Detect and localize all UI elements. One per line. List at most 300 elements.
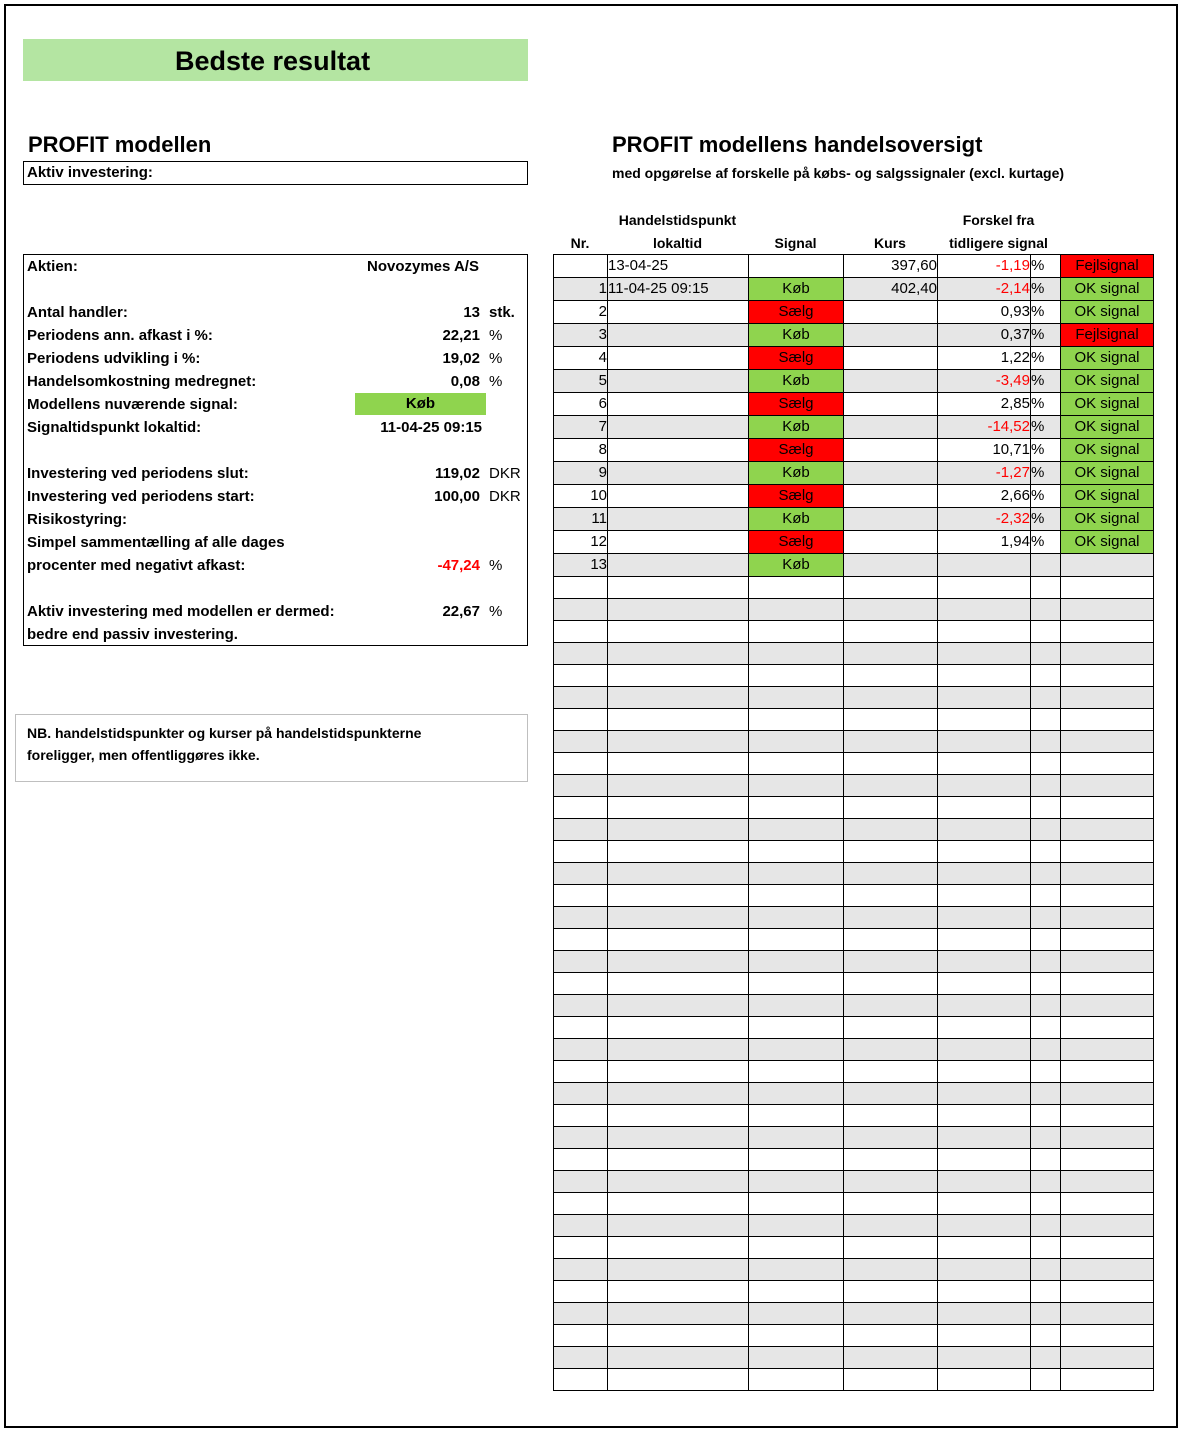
cell-diff: -2,14 [938,278,1031,301]
cell-nr [554,1347,608,1369]
cell-diff [938,1105,1031,1127]
cell-status [1061,665,1154,687]
table-row [554,973,1154,995]
cell-status [1061,1127,1154,1149]
cell-nr [554,1061,608,1083]
cell-diff [938,1347,1031,1369]
cell-time [608,1149,749,1171]
cell-time [608,643,749,665]
cell-kurs [844,995,938,1017]
cell-diff [938,554,1031,577]
table-row [554,995,1154,1017]
table-row [554,1237,1154,1259]
cell-status: OK signal [1061,393,1154,416]
cell-signal [749,1149,844,1171]
cell-signal: Køb [749,370,844,393]
cell-signal [749,621,844,643]
table-row [554,665,1154,687]
cell-time [608,599,749,621]
cell-status [1061,841,1154,863]
cell-signal [749,1039,844,1061]
cell-diff: -1,19 [938,255,1031,278]
cell-diff [938,731,1031,753]
cell-signal [749,863,844,885]
cell-diff [938,1083,1031,1105]
table-row [554,1215,1154,1237]
note-line-2: foreligger, men offentliggøres ikke. [27,747,260,763]
cell-pct [1031,885,1061,907]
cell-diff: 10,71 [938,439,1031,462]
cell-kurs [844,1017,938,1039]
omk-unit: % [489,373,503,390]
cell-pct: % [1031,531,1061,554]
cell-kurs [844,929,938,951]
cell-nr [554,1171,608,1193]
cell-kurs [844,554,938,577]
cell-pct [1031,1039,1061,1061]
cell-pct [1031,1149,1061,1171]
table-row [554,485,1154,508]
table-row [554,1171,1154,1193]
cell-kurs: 402,40 [844,278,938,301]
cell-nr [554,951,608,973]
cell-time [608,621,749,643]
cell-kurs [844,1171,938,1193]
cell-kurs [844,841,938,863]
table-row [554,1017,1154,1039]
cell-time: 13-04-25 [608,255,749,278]
ann-value: 22,21 [442,327,480,344]
cell-time [608,1237,749,1259]
cell-time [608,1259,749,1281]
cell-pct [1031,643,1061,665]
table-row [554,599,1154,621]
cell-diff: -1,27 [938,462,1031,485]
cell-pct [1031,731,1061,753]
cell-time [608,775,749,797]
cell-time [608,709,749,731]
table-row [554,951,1154,973]
cell-signal [749,665,844,687]
cell-time [608,1171,749,1193]
active-investment-label: Aktiv investering: [27,164,153,181]
simpel-label-2: procenter med negativt afkast: [27,557,246,574]
cell-signal [749,1259,844,1281]
cell-nr [554,841,608,863]
cell-pct [1031,687,1061,709]
cell-diff [938,599,1031,621]
aktiv-value: 22,67 [442,603,480,620]
cell-kurs [844,1215,938,1237]
cell-diff [938,951,1031,973]
col-header-time-2: lokaltid [652,235,702,251]
cell-status [1061,819,1154,841]
cell-pct [1031,577,1061,599]
cell-signal [749,1171,844,1193]
table-row [554,819,1154,841]
cell-time [608,577,749,599]
cell-nr: 3 [554,324,608,347]
cell-nr [554,665,608,687]
table-row [554,1083,1154,1105]
table-row [554,753,1154,775]
cell-pct [1031,709,1061,731]
cell-time [608,1281,749,1303]
table-row [554,929,1154,951]
cell-signal [749,995,844,1017]
cell-nr [554,731,608,753]
cell-time [608,462,749,485]
cell-time [608,665,749,687]
table-row [554,1061,1154,1083]
cell-kurs [844,731,938,753]
cell-diff [938,841,1031,863]
cell-pct [1031,1127,1061,1149]
cell-signal [749,753,844,775]
cell-nr [554,1127,608,1149]
cell-diff [938,1149,1031,1171]
cell-status: OK signal [1061,301,1154,324]
cell-nr [554,973,608,995]
cell-status: Fejlsignal [1061,255,1154,278]
cell-nr [554,1083,608,1105]
cell-status [1061,1215,1154,1237]
cell-signal [749,1105,844,1127]
cell-nr: 13 [554,554,608,577]
cell-diff [938,1193,1031,1215]
ann-unit: % [489,327,503,344]
cell-signal: Sælg [749,485,844,508]
cell-time [608,841,749,863]
cell-diff: 0,37 [938,324,1031,347]
cell-diff [938,753,1031,775]
table-row [554,885,1154,907]
cell-kurs [844,885,938,907]
cell-nr [554,599,608,621]
cell-kurs [844,1303,938,1325]
table-row [554,1193,1154,1215]
cell-pct [1031,1259,1061,1281]
cell-kurs [844,1193,938,1215]
cell-kurs [844,301,938,324]
cell-status: Fejlsignal [1061,324,1154,347]
cell-pct [1031,665,1061,687]
cell-diff [938,665,1031,687]
cell-kurs [844,907,938,929]
cell-time [608,1017,749,1039]
cell-nr [554,753,608,775]
cell-signal [749,819,844,841]
table-row [554,347,1154,370]
cell-signal [749,1237,844,1259]
cell-time [608,554,749,577]
cell-signal [749,1061,844,1083]
cell-pct [1031,1237,1061,1259]
cell-diff [938,1017,1031,1039]
cell-time [608,907,749,929]
cell-kurs [844,347,938,370]
cell-diff: 1,22 [938,347,1031,370]
col-header-kurs: Kurs [874,235,906,251]
aktien-label: Aktien: [27,258,78,275]
cell-pct [1031,554,1061,577]
cell-status [1061,951,1154,973]
cell-status: OK signal [1061,439,1154,462]
cell-kurs [844,775,938,797]
cell-pct [1031,1281,1061,1303]
cell-time [608,731,749,753]
cell-signal [749,1303,844,1325]
cell-kurs [844,1149,938,1171]
cell-diff [938,885,1031,907]
cell-diff [938,929,1031,951]
cell-kurs [844,665,938,687]
cell-kurs [844,1325,938,1347]
cell-time [608,1039,749,1061]
cell-nr [554,1039,608,1061]
cell-time [608,1215,749,1237]
cell-pct [1031,929,1061,951]
table-row [554,508,1154,531]
cell-signal [749,687,844,709]
cell-diff: -3,49 [938,370,1031,393]
sigtid-label: Signaltidspunkt lokaltid: [27,419,202,436]
cell-kurs [844,439,938,462]
cell-signal: Køb [749,416,844,439]
table-row [554,731,1154,753]
cell-diff [938,973,1031,995]
cell-signal: Køb [749,324,844,347]
cell-diff [938,621,1031,643]
table-row [554,370,1154,393]
cell-nr: 11 [554,508,608,531]
cell-time [608,1369,749,1391]
cell-pct: % [1031,347,1061,370]
cell-time [608,753,749,775]
cell-pct: % [1031,485,1061,508]
cell-diff: -14,52 [938,416,1031,439]
cell-signal [749,1325,844,1347]
table-row [554,1259,1154,1281]
cell-nr [554,1369,608,1391]
cell-signal [749,929,844,951]
cell-diff: -2,32 [938,508,1031,531]
cell-signal: Sælg [749,393,844,416]
cell-kurs [844,863,938,885]
cell-diff [938,1215,1031,1237]
cell-time [608,1303,749,1325]
cell-diff [938,775,1031,797]
cell-nr [554,797,608,819]
cell-pct [1031,907,1061,929]
ann-label: Periodens ann. afkast i %: [27,327,213,344]
current-signal-badge: Køb [355,393,486,415]
cell-status [1061,929,1154,951]
table-row [554,1325,1154,1347]
cell-nr [554,1325,608,1347]
col-header-nr: Nr. [570,235,590,251]
cell-kurs [844,1369,938,1391]
right-subheading: med opgørelse af forskelle på købs- og salgssignaler (excl. kurtage) [612,165,1065,181]
table-row [554,687,1154,709]
cell-status [1061,885,1154,907]
cell-nr [554,643,608,665]
table-row [554,775,1154,797]
cell-signal [749,775,844,797]
start-value: 100,00 [434,488,480,505]
cell-nr [554,1303,608,1325]
table-row [554,863,1154,885]
cell-nr [554,995,608,1017]
cell-status: OK signal [1061,508,1154,531]
cell-time [608,885,749,907]
cell-kurs [844,485,938,508]
cell-nr [554,1193,608,1215]
cell-signal [749,797,844,819]
cell-diff [938,1325,1031,1347]
cell-kurs [844,508,938,531]
aktiv-label-1: Aktiv investering med modellen er dermed: [27,603,335,620]
cell-time [608,1347,749,1369]
cell-diff [938,577,1031,599]
cell-signal [749,907,844,929]
cell-nr [554,577,608,599]
slut-unit: DKR [489,465,521,482]
simpel-unit: % [489,557,503,574]
cell-pct: % [1031,462,1061,485]
cell-time [608,508,749,531]
cell-pct [1031,951,1061,973]
start-label: Investering ved periodens start: [27,488,255,505]
cell-kurs [844,951,938,973]
table-row [554,531,1154,554]
table-row [554,1303,1154,1325]
cell-diff [938,643,1031,665]
table-row [554,416,1154,439]
cell-status [1061,907,1154,929]
cell-kurs [844,753,938,775]
cell-nr [554,1237,608,1259]
cell-kurs [844,1259,938,1281]
aktien-value: Novozymes A/S [367,258,479,275]
cell-pct: % [1031,416,1061,439]
start-unit: DKR [489,488,521,505]
cell-kurs [844,1039,938,1061]
cell-status [1061,1369,1154,1391]
antal-value: 13 [463,304,480,321]
cell-signal [749,1281,844,1303]
cell-diff [938,1303,1031,1325]
cell-pct [1031,1105,1061,1127]
cell-pct [1031,1083,1061,1105]
cell-pct [1031,1303,1061,1325]
cell-diff: 2,85 [938,393,1031,416]
cell-time [608,1127,749,1149]
cell-nr: 10 [554,485,608,508]
cell-signal: Køb [749,462,844,485]
cell-pct [1031,1061,1061,1083]
cell-status [1061,775,1154,797]
aktiv-unit: % [489,603,503,620]
cell-time [608,485,749,508]
cell-time [608,951,749,973]
cell-pct [1031,1215,1061,1237]
table-row [554,907,1154,929]
cell-pct [1031,1017,1061,1039]
cell-signal: Sælg [749,439,844,462]
cell-kurs [844,621,938,643]
cell-nr [554,687,608,709]
cell-kurs [844,1237,938,1259]
cell-time [608,1083,749,1105]
page-title: Bedste resultat [23,39,528,81]
cell-status [1061,1303,1154,1325]
col-header-time-1: Handelstidspunkt [618,212,737,228]
cell-pct [1031,1171,1061,1193]
table-row [554,709,1154,731]
cell-time [608,393,749,416]
cell-kurs [844,599,938,621]
table-row [554,1105,1154,1127]
cell-status [1061,599,1154,621]
cell-diff [938,1039,1031,1061]
cell-signal: Sælg [749,347,844,370]
cell-diff [938,1281,1031,1303]
cell-pct: % [1031,255,1061,278]
cell-pct [1031,863,1061,885]
cell-diff [938,1061,1031,1083]
cell-time [608,301,749,324]
cell-nr [554,621,608,643]
cell-status [1061,1039,1154,1061]
cell-status: OK signal [1061,347,1154,370]
cell-status [1061,1193,1154,1215]
table-row [554,1127,1154,1149]
cell-time [608,1061,749,1083]
cell-status [1061,995,1154,1017]
antal-label: Antal handler: [27,304,128,321]
cell-status [1061,577,1154,599]
cell-status: OK signal [1061,278,1154,301]
cell-nr [554,775,608,797]
cell-kurs [844,370,938,393]
cell-status [1061,554,1154,577]
cell-signal [749,1369,844,1391]
cell-pct: % [1031,301,1061,324]
table-row [554,554,1154,577]
cell-status [1061,1171,1154,1193]
cell-signal [749,1083,844,1105]
cell-time [608,347,749,370]
cell-time [608,973,749,995]
table-row [554,1369,1154,1391]
table-row [554,462,1154,485]
cell-diff [938,863,1031,885]
cell-signal [749,973,844,995]
table-row [554,324,1154,347]
udv-value: 19,02 [442,350,480,367]
cell-signal: Sælg [749,301,844,324]
cell-time [608,1193,749,1215]
cell-time [608,863,749,885]
cell-kurs [844,1105,938,1127]
cell-kurs [844,324,938,347]
col-header-signal: Signal [774,235,817,251]
cell-status [1061,1281,1154,1303]
table-row [554,577,1154,599]
col-header-diff-2: tidligere signal [949,235,1048,251]
cell-time: 11-04-25 09:15 [608,278,749,301]
